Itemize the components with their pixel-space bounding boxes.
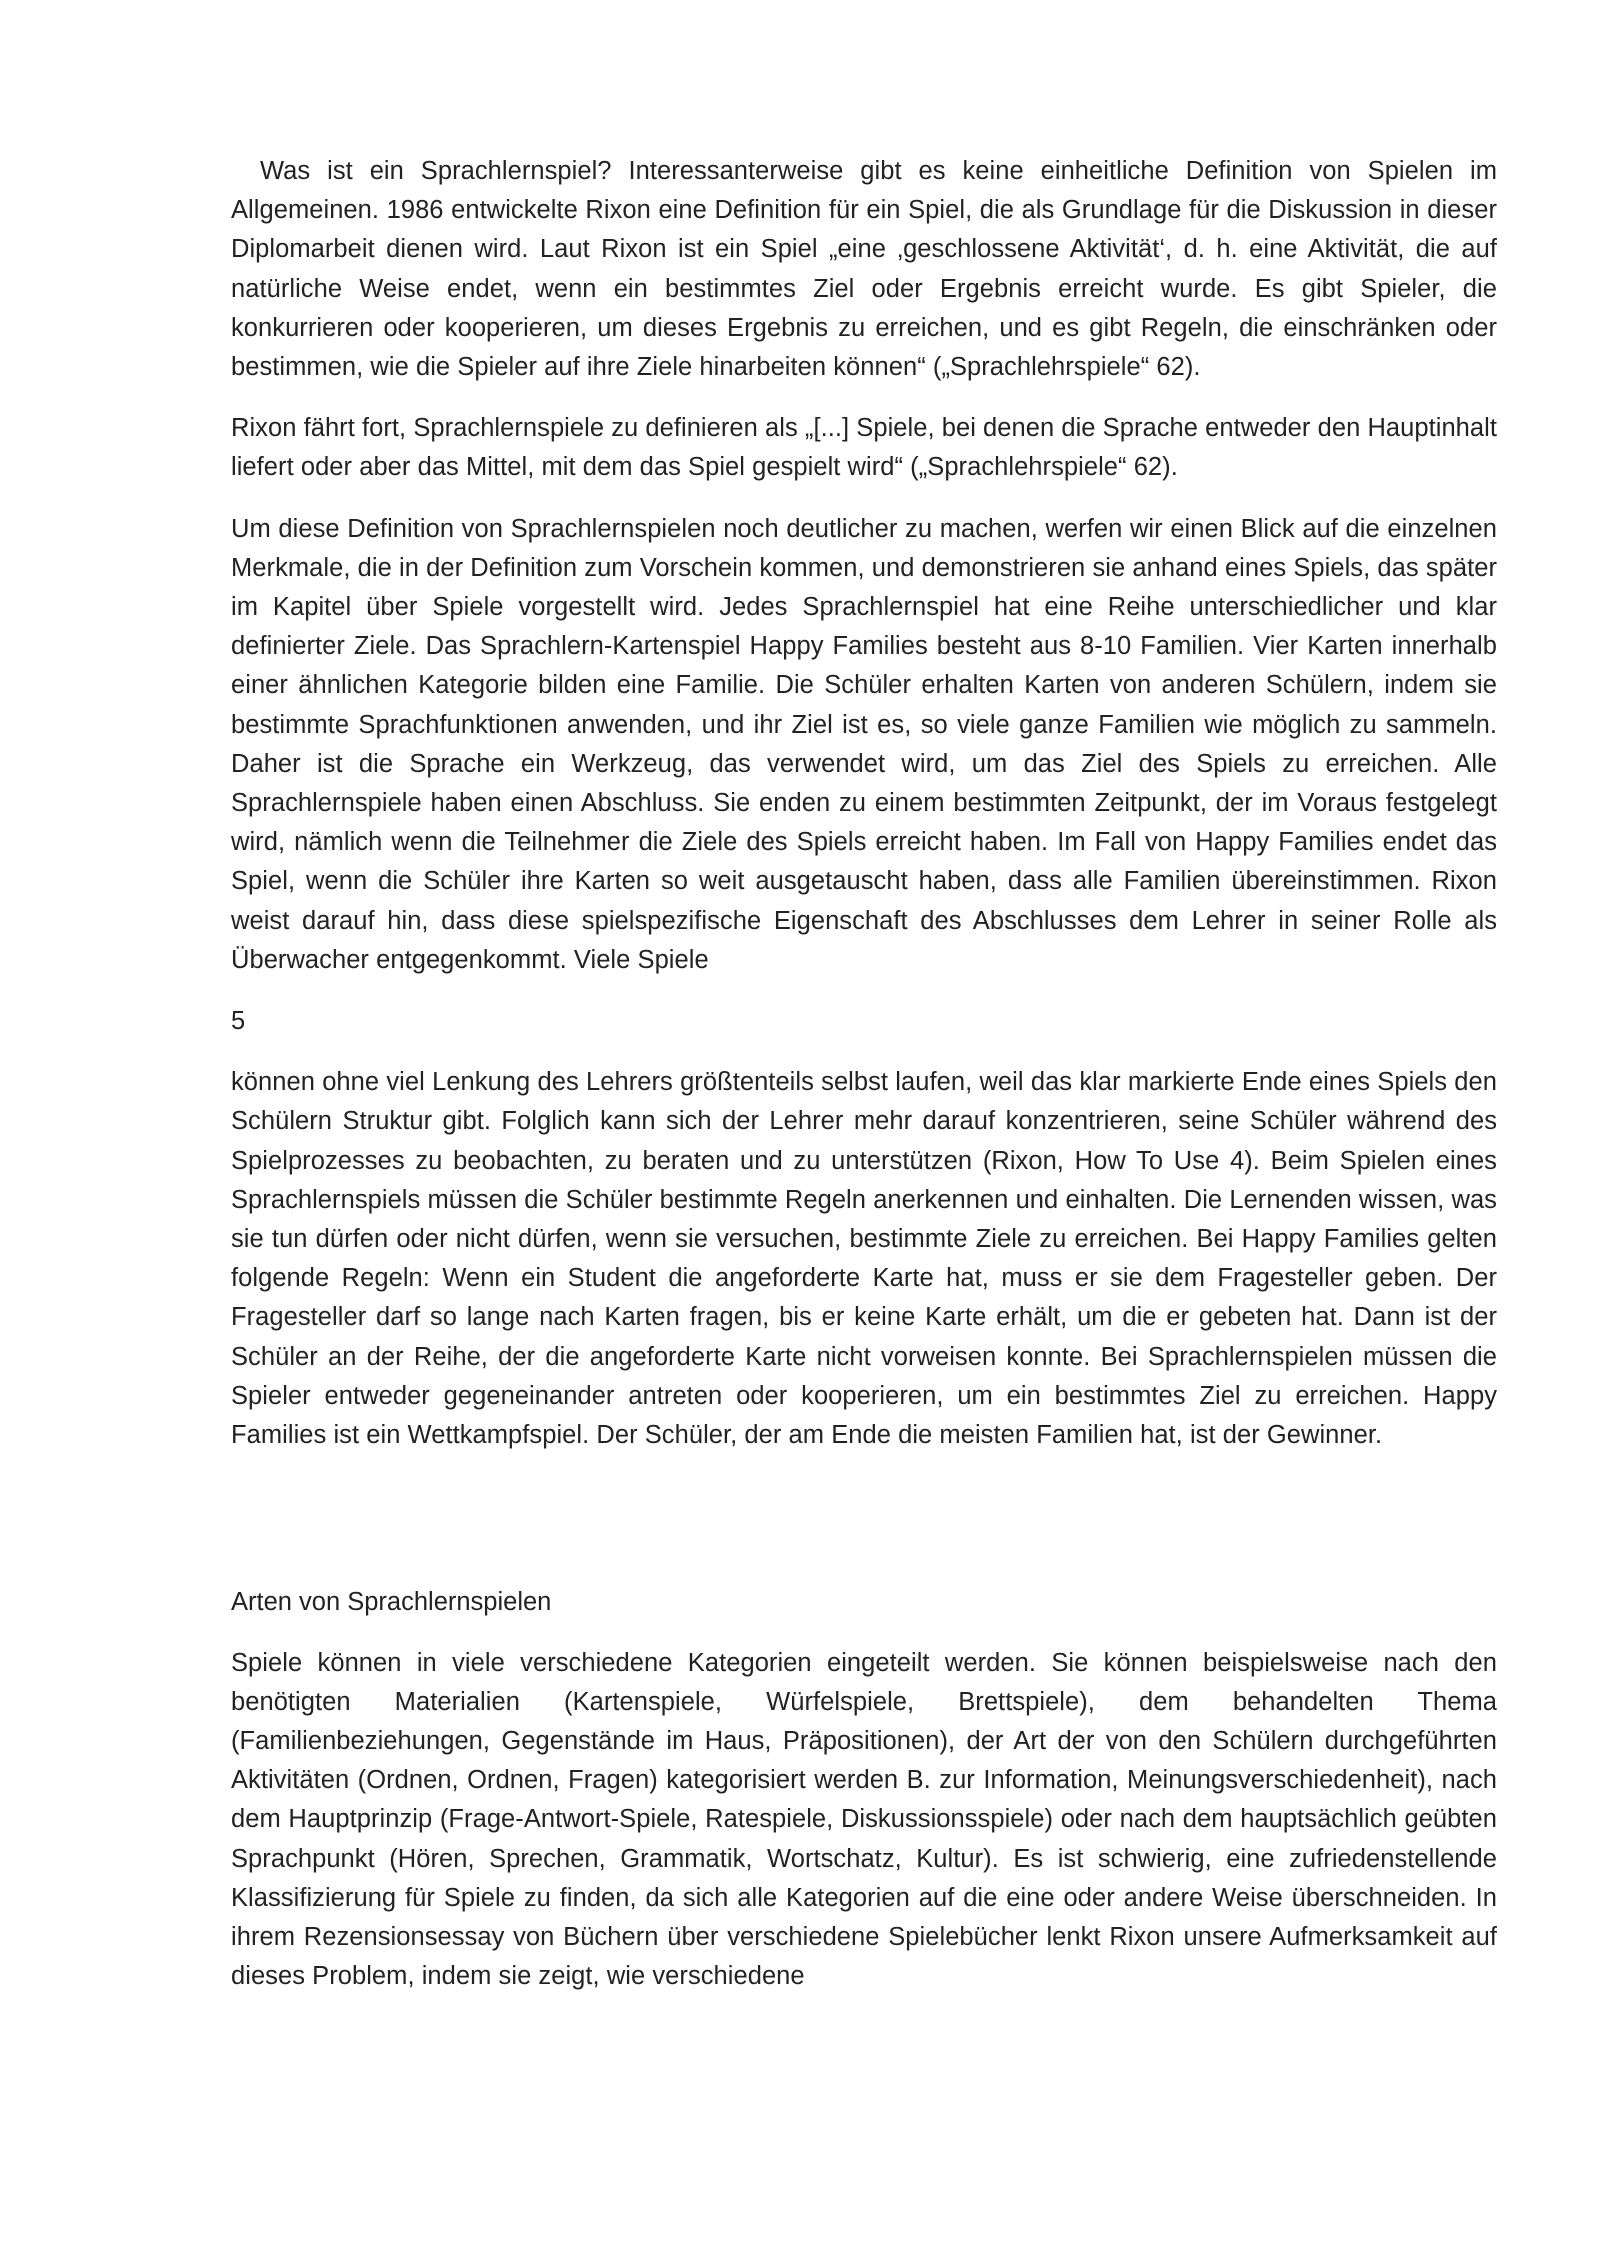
paragraph-game-categories: Spiele können in viele verschiedene Kategorien eingeteilt werden. Sie können beispielsweise nach den benötigten Materialien (Kartenspiele, Würfelspiele, Brettspiele), dem behandelten Thema (Familienbeziehungen, Gegenstände im Haus, Präpositionen), der Art der von den Schülern durchgeführten Aktivitäten (Ordnen, Ordnen, Fragen) kategorisiert werden B. zur Information, Meinungsverschiedenheit), nach dem Hauptprinzip (Frage-Antwort-Spiele, Ratespiele, Diskussionsspiele) oder nach dem hauptsächlich geübten Sprachpunkt (Hören, Sprechen, Grammatik, Wortschatz, Kultur). Es ist schwierig, eine zufriedenstellende Klassifizierung für Spiele zu finden, da sich alle Kategorien auf die eine oder andere Weise überschneiden. In ihrem Rezensionsessay von Büchern über verschiedene Spielebücher lenkt Rixon unsere Aufmerksamkeit auf dieses Problem, indem sie zeigt, wie verschiedene: [231, 1648, 1497, 1991]
paragraph-definition-of-language-game: Was ist ein Sprachlernspiel? Interessanterweise gibt es keine einheitliche Definition von Spielen im Allgemeinen. 1986 entwickelte Rixon eine Definition für ein Spiel, die als Grundlage für die Diskussion in dieser Diplomarbeit dienen wird. Laut Rixon ist ein Spiel „eine ‚geschlossene Aktivität‘, d. h. eine Aktivität, die auf natürliche Weise endet, wenn ein bestimmtes Ziel oder Ergebnis erreicht wurde. Es gibt Spieler, die konkurrieren oder kooperieren, um dieses Ergebnis zu erreichen, und es gibt Regeln, die einschränken oder bestimmen, wie die Spieler auf ihre Ziele hinarbeiten können“ („Sprachlehrspiele“ 62).: [231, 157, 1497, 382]
paragraph-features-happy-families: Um diese Definition von Sprachlernspielen noch deutlicher zu machen, werfen wir einen Blick auf die einzelnen Merkmale, die in der Definition zum Vorschein kommen, und demonstrieren sie anhand eines Spiels, das später im Kapitel über Spiele vorgestellt wird. Jedes Sprachlernspiel hat eine Reihe unterschiedlicher und klar definierter Ziele. Das Sprachlern-Kartenspiel Happy Families besteht aus 8-10 Familien. Vier Karten innerhalb einer ähnlichen Kategorie bilden eine Familie. Die Schüler erhalten Karten von anderen Schülern, indem sie bestimmte Sprachfunktionen anwenden, und ihr Ziel ist es, so viele ganze Familien wie möglich zu sammeln. Daher ist die Sprache ein Werkzeug, das verwendet wird, um das Ziel des Spiels zu erreichen. Alle Sprachlernspiele haben einen Abschluss. Sie enden zu einem bestimmten Zeitpunkt, der im Voraus festgelegt wird, nämlich wenn die Teilnehmer die Ziele des Spiels erreicht haben. Im Fall von Happy Families endet das Spiel, wenn die Schüler ihre Karten so weit ausgetauscht haben, dass alle Familien übereinstimmen. Rixon weist darauf hin, dass diese spielspezifische Eigenschaft des Abschlusses dem Lehrer in seiner Rolle als Überwacher entgegenkommt. Viele Spiele: [231, 514, 1497, 974]
paragraph-rixon-definition: Rixon fährt fort, Sprachlernspiele zu definieren als „[...] Spiele, bei denen die Sprache entweder den Hauptinhalt liefert oder aber das Mittel, mit dem das Spiel gespielt wird“ („Sprachlehrspiele“ 62).: [231, 414, 1497, 482]
paragraph-rules-and-competition: können ohne viel Lenkung des Lehrers größtenteils selbst laufen, weil das klar markierte Ende eines Spiels den Schülern Struktur gibt. Folglich kann sich der Lehrer mehr darauf konzentrieren, seine Schüler während des Spielprozesses zu beobachten, zu beraten und zu unterstützen (Rixon, How To Use 4). Beim Spielen eines Sprachlernspiels müssen die Schüler bestimmte Regeln anerkennen und einhalten. Die Lernenden wissen, was sie tun dürfen oder nicht dürfen, wenn sie versuchen, bestimmte Ziele zu erreichen. Bei Happy Families gelten folgende Regeln: Wenn ein Student die angeforderte Karte hat, muss er sie dem Fragesteller geben. Der Fragesteller darf so lange nach Karten fragen, bis er keine Karte erhält, um die er gebeten hat. Dann ist der Schüler an der Reihe, der die angeforderte Karte nicht vorweisen konnte. Bei Sprachlernspielen müssen die Spieler entweder gegeneinander antreten oder kooperieren, um ein bestimmtes Ziel zu erreichen. Happy Families ist ein Wettkampfspiel. Der Schüler, der am Ende die meisten Familien hat, ist der Gewinner.: [231, 1068, 1497, 1450]
section-heading: Arten von Sprachlernspielen: [231, 1588, 552, 1617]
document-page: [231, 152, 1497, 1996]
page-number: 5: [231, 1007, 246, 1036]
